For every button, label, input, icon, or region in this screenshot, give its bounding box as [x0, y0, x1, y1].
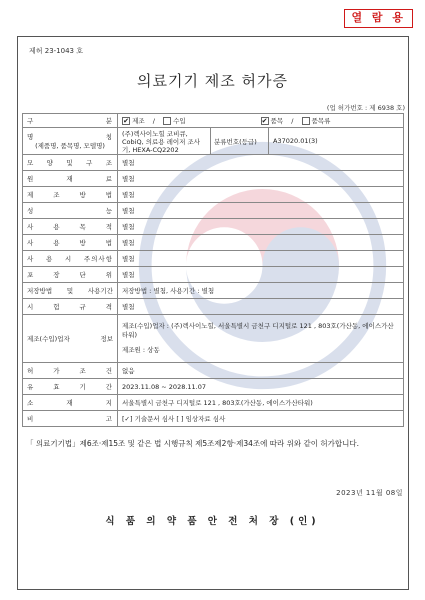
- name-label-line2: (제품명, 품목명, 모델명): [35, 142, 105, 150]
- issuer-signature: 식 품 의 약 품 안 전 처 장 (인): [105, 516, 320, 527]
- permit-statement: 「 의료기기법」제6조·제15조 및 같은 법 시행규칙 제5조제2항·제34조에 따라 위와 같이 허가합니다.: [26, 439, 359, 448]
- classification-value: A37020.01(3): [273, 137, 318, 145]
- product-name-value: (주)렉사이노힐 코비큐, CobiQ, 의료용 레이저 조사기, HEXA-CQ2202: [118, 128, 211, 154]
- row-caution: [23, 251, 404, 267]
- item-checkbox: ✔: [261, 117, 268, 125]
- name-cell: [118, 128, 404, 155]
- shape-value: 별첨: [118, 155, 404, 171]
- storage-value: 저장방법 : 별첨, 사용기간 : 별첨: [118, 283, 404, 299]
- row-remarks: [23, 411, 404, 427]
- inspection-stamp: 열 람 용: [344, 9, 413, 28]
- issue-date: 2023년 11월 08일: [336, 489, 403, 497]
- spec-value: 별첨: [118, 299, 404, 315]
- company-cell: [118, 315, 404, 363]
- company-label: 제조(수입)업자 정보: [23, 315, 118, 363]
- row-shape: [23, 155, 404, 171]
- row-performance: [23, 203, 404, 219]
- purpose-label: 사 용 목 적: [23, 219, 118, 235]
- performance-value: 별첨: [118, 203, 404, 219]
- row-method: [23, 187, 404, 203]
- purpose-value: 별첨: [118, 219, 404, 235]
- row-storage: [23, 283, 404, 299]
- import-checkbox: [163, 117, 171, 125]
- row-category: [23, 114, 404, 128]
- remarks-value: [✓] 기술문서 심사 [ ] 임상자료 심사: [118, 411, 404, 427]
- name-label-line1: 명 칭: [27, 133, 113, 141]
- condition-value: 없음: [118, 363, 404, 379]
- method-label: 제 조 방 법: [23, 187, 118, 203]
- caution-value: 별첨: [118, 251, 404, 267]
- document-number: 제허 23-1043 호: [29, 47, 83, 55]
- category-options: ✔ 제조 / 수입 ✔ 품목 / 품목류: [118, 114, 404, 128]
- manufacture-option: 제조: [132, 117, 145, 125]
- material-label: 원 재 료: [23, 171, 118, 187]
- row-validity: [23, 379, 404, 395]
- import-option: 수입: [173, 117, 186, 125]
- item-option: 품목: [270, 117, 284, 125]
- permit-number: (업 허가번호 : 제 6938 호): [326, 104, 405, 112]
- page-title: 의료기기 제조 허가증: [137, 72, 288, 90]
- shape-label: 모 양 및 구 조: [23, 155, 118, 171]
- usage-label: 사 용 방 법: [23, 235, 118, 251]
- storage-label: 저장방법 및 사용기간: [23, 283, 118, 299]
- row-package: [23, 267, 404, 283]
- performance-label: 성 능: [23, 203, 118, 219]
- row-condition: [23, 363, 404, 379]
- address-value: 서울특별시 금천구 디지털로 121 , 803호(가산동, 에이스가산타워): [118, 395, 404, 411]
- row-address: [23, 395, 404, 411]
- validity-label: 유 효 기 간: [23, 379, 118, 395]
- row-material: [23, 171, 404, 187]
- item-type-option: 품목류: [311, 117, 331, 125]
- company-manufacturer: 제조(수입)업자 : (주)렉사이노힐, 서울특별시 금천구 디지털로 121 , 803호(가산동, 에이스가산타워): [122, 322, 394, 339]
- address-label: 소 재 지: [23, 395, 118, 411]
- item-type-checkbox: [302, 117, 310, 125]
- manufacture-checkbox: ✔: [123, 117, 129, 125]
- condition-label: 허 가 조 건: [23, 363, 118, 379]
- row-usage: [23, 235, 404, 251]
- category-label: 구 분: [23, 114, 118, 128]
- permit-table: [22, 113, 404, 427]
- row-name: [23, 128, 404, 155]
- row-spec: [23, 299, 404, 315]
- row-purpose: [23, 219, 404, 235]
- method-value: 별첨: [118, 187, 404, 203]
- classification-label: 분류번호(등급): [211, 128, 269, 154]
- material-value: 별첨: [118, 171, 404, 187]
- name-label: [23, 128, 118, 155]
- usage-value: 별첨: [118, 235, 404, 251]
- caution-label: 사 용 시 주의사항: [23, 251, 118, 267]
- remarks-label: 비 고: [23, 411, 118, 427]
- validity-value: 2023.11.08 ~ 2028.11.07: [118, 379, 404, 395]
- spec-label: 시 험 규 격: [23, 299, 118, 315]
- package-value: 별첨: [118, 267, 404, 283]
- row-company: [23, 315, 404, 363]
- package-label: 포 장 단 위: [23, 267, 118, 283]
- company-factory: 제조원 : 상동: [122, 346, 160, 354]
